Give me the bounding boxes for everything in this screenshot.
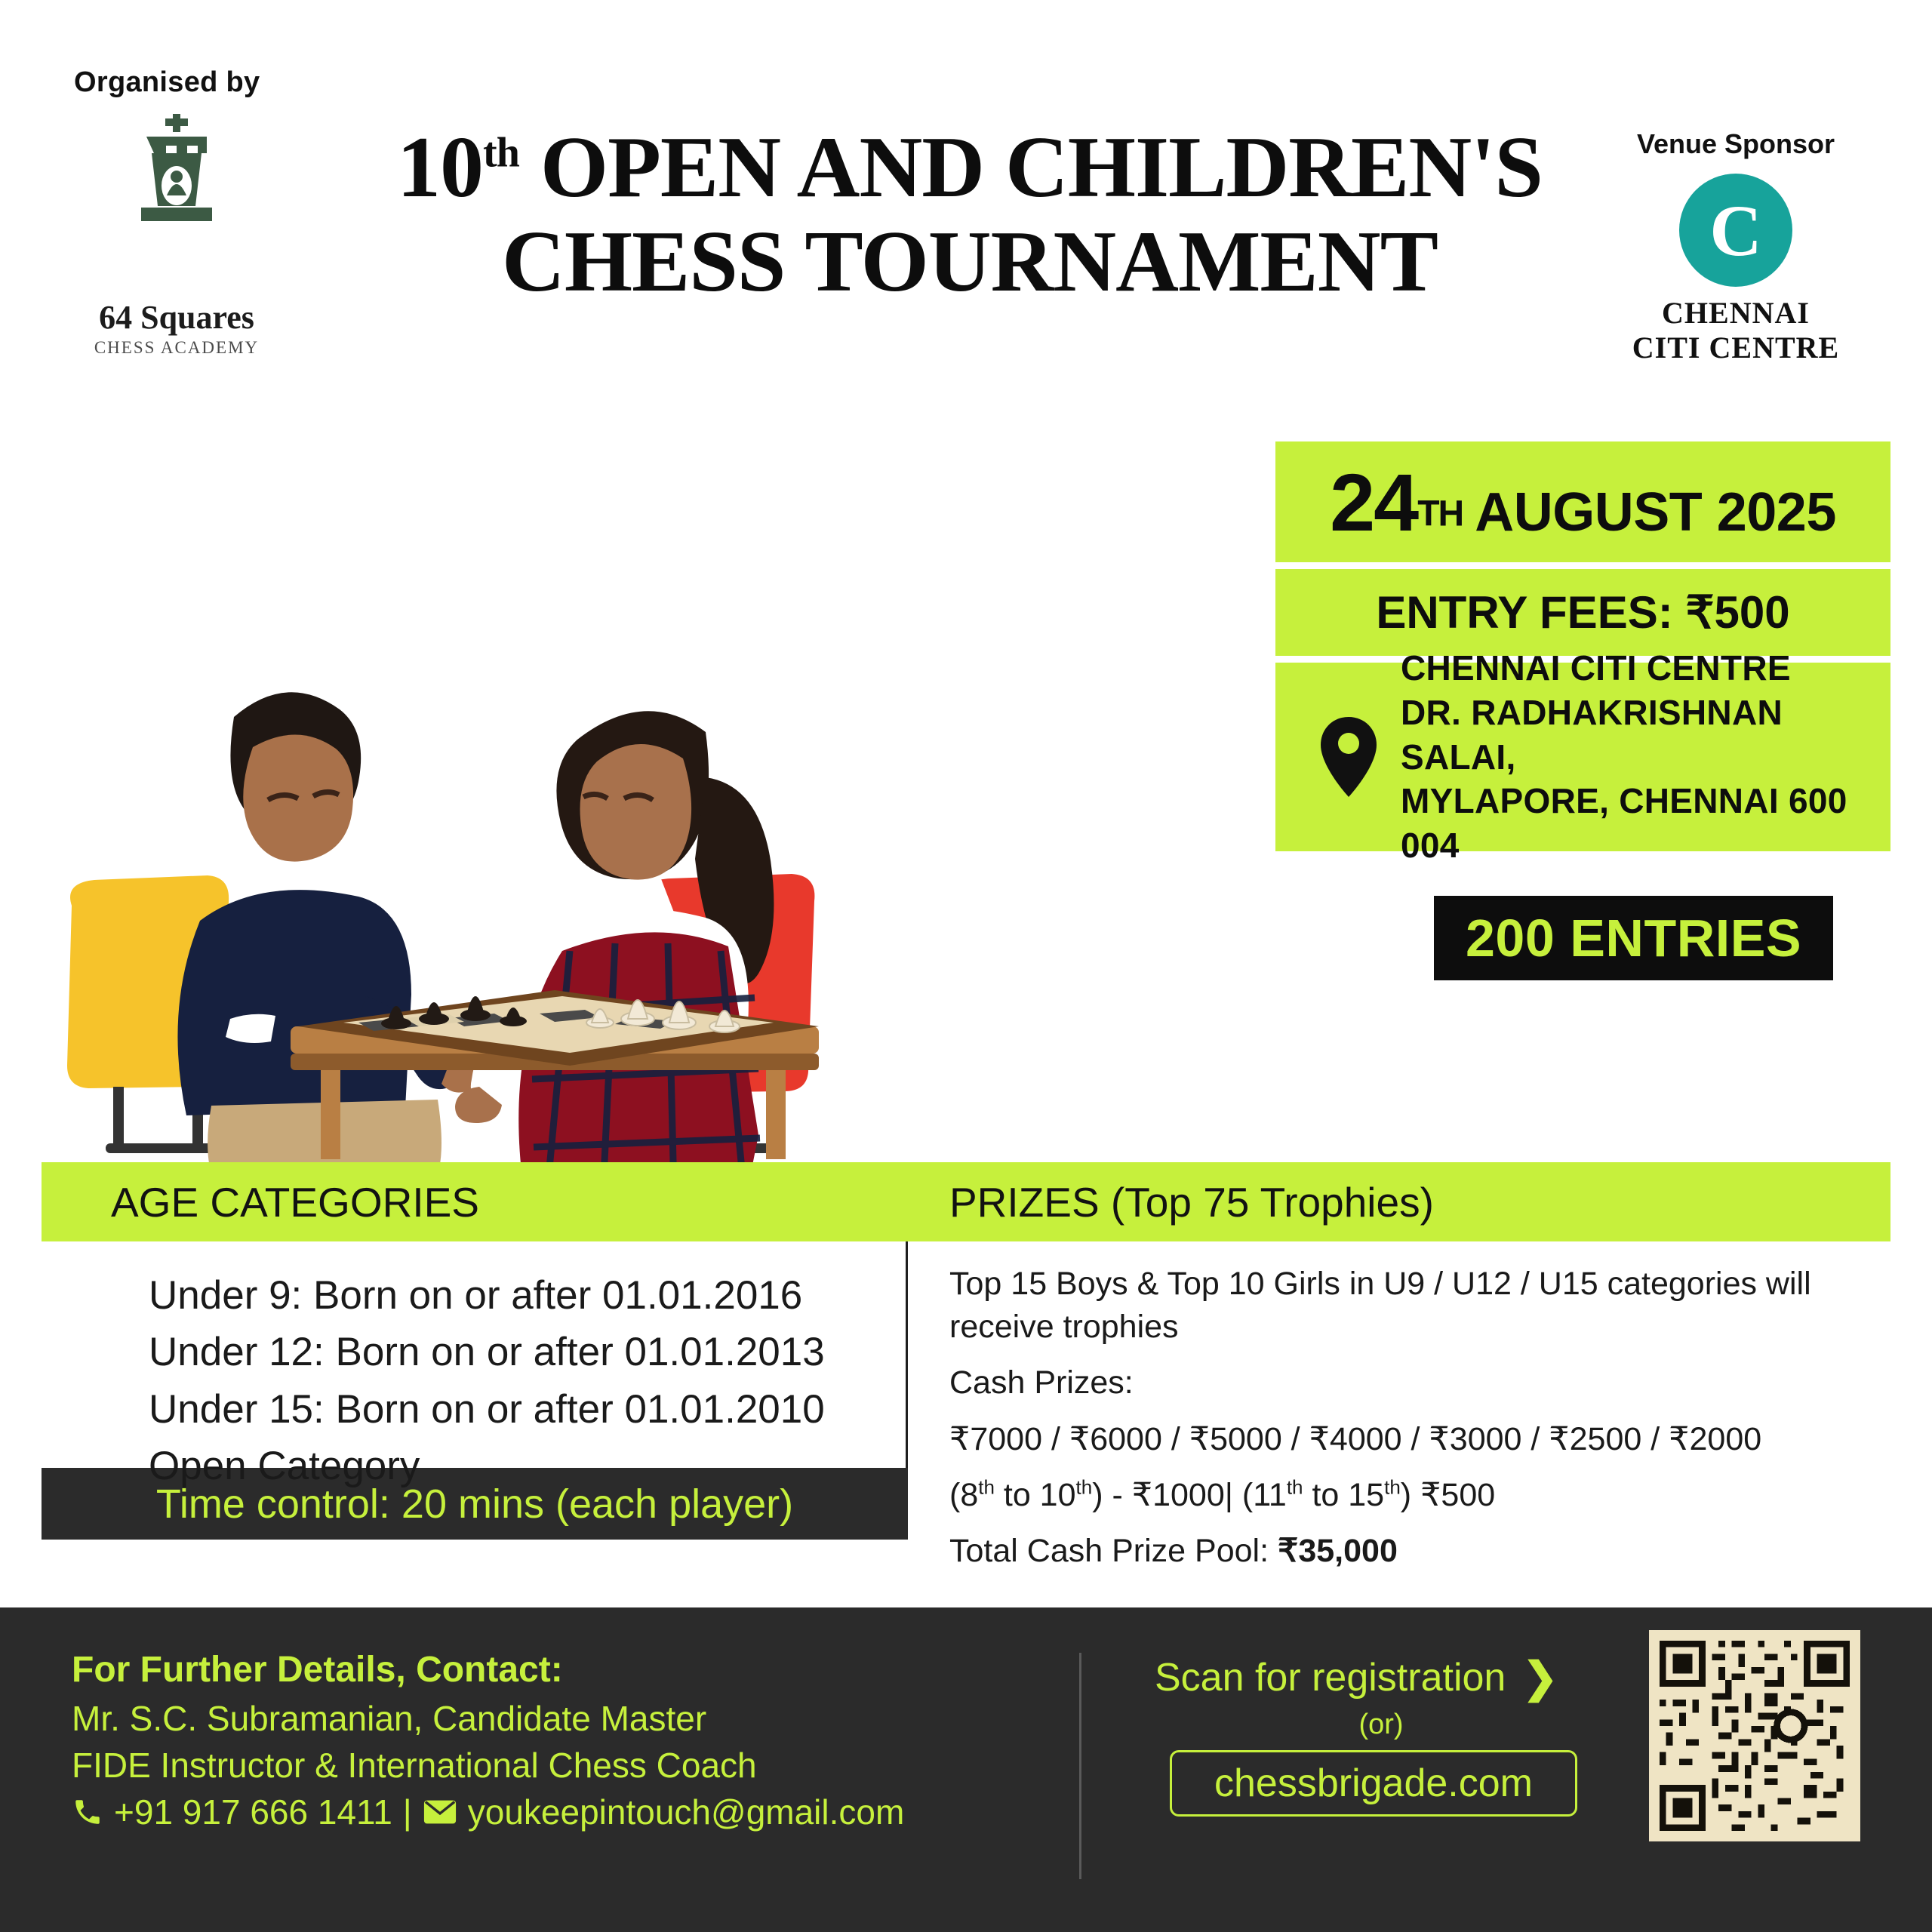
website-button[interactable]: chessbrigade.com [1170, 1750, 1577, 1817]
qr-code-icon [1660, 1641, 1850, 1831]
phone-icon [72, 1796, 103, 1828]
prize-pool-line [949, 1530, 1849, 1573]
table-body-row [42, 1241, 1890, 1569]
title-ordinal-suffix: th [483, 129, 519, 177]
contact-role: FIDE Instructor & International Chess Coach [72, 1746, 757, 1785]
photo-illustration [42, 423, 1257, 1162]
contact-details [72, 1792, 1053, 1832]
poster-header [0, 0, 1932, 392]
cash-l2-e: ) ₹500 [1400, 1476, 1496, 1513]
entry-fees-text: ENTRY FEES: ₹500 [1376, 586, 1790, 638]
venue-line-1: CHENNAI CITI CENTRE [1401, 648, 1791, 688]
sponsor-logo-icon [1679, 174, 1792, 287]
rook-icon [120, 114, 233, 257]
title-line1-rest: OPEN AND CHILDREN'S [518, 119, 1543, 216]
age-category-line: Open Category [149, 1443, 420, 1488]
entry-fees-panel [1275, 569, 1890, 656]
cash-prizes-line-2 [949, 1474, 1849, 1517]
event-date-monthyear: AUGUST 2025 [1475, 481, 1836, 543]
poster-footer [0, 1607, 1932, 1932]
venue-line-2: DR. RADHAKRISHNAN SALAI, [1401, 692, 1783, 777]
organiser-block [66, 66, 293, 357]
academy-name [86, 298, 267, 358]
contact-block [72, 1649, 1053, 1832]
event-date-panel [1275, 441, 1890, 562]
time-control-bar: Time control: 20 mins (each player) [42, 1468, 908, 1540]
venue-address [1401, 646, 1868, 868]
email-address[interactable]: youkeepintouch@gmail.com [467, 1792, 905, 1832]
event-info-column [1275, 441, 1890, 980]
sponsor-name-line2: CITI CENTRE [1632, 331, 1840, 365]
cash-l2-sup3: th [1286, 1475, 1303, 1499]
contact-separator: | [402, 1792, 412, 1832]
prizes-header: PRIZES (Top 75 Trophies) [908, 1162, 1890, 1241]
registration-qr-code[interactable] [1649, 1630, 1860, 1841]
or-text: (or) [1358, 1709, 1404, 1740]
cash-prizes-line-1: ₹7000 / ₹6000 / ₹5000 / ₹4000 / ₹3000 / ₹2500 / ₹2000 [949, 1420, 1762, 1457]
event-date [1330, 455, 1836, 549]
prizes-body [908, 1241, 1890, 1569]
sponsor-name-line1: CHENNAI [1662, 296, 1810, 330]
cash-l2-a: (8 [949, 1476, 979, 1513]
phone-number[interactable]: +91 917 666 1411 [114, 1792, 392, 1832]
organised-by-label: Organised by [74, 66, 260, 98]
poster-title [287, 121, 1653, 310]
age-category-line: Under 9: Born on or after 01.01.2016 [149, 1273, 803, 1318]
children-playing-chess-photo [42, 423, 1257, 1162]
title-number: 10 [397, 119, 484, 216]
chevron-right-icon: ❯ [1522, 1654, 1558, 1701]
prize-pool-label: Total Cash Prize Pool: [949, 1532, 1278, 1569]
cash-l2-b: to 10 [994, 1476, 1076, 1513]
academy-name-line2: CHESS ACADEMY [94, 338, 260, 357]
email-icon [423, 1798, 457, 1826]
event-date-ordinal: TH [1417, 494, 1463, 534]
contact-header: For Further Details, Contact: [72, 1650, 563, 1690]
cash-l2-d: to 15 [1303, 1476, 1385, 1513]
footer-divider [1079, 1653, 1081, 1879]
cash-l2-sup2: th [1075, 1475, 1093, 1499]
title-line-2: CHESS TOURNAMENT [502, 214, 1438, 311]
location-pin-icon [1319, 715, 1378, 798]
sponsor-logo-letter: C [1709, 189, 1762, 271]
age-categories-body [42, 1241, 908, 1488]
age-category-line: Under 15: Born on or after 01.01.2010 [149, 1386, 825, 1432]
venue-sponsor-label: Venue Sponsor [1636, 128, 1835, 159]
cash-l2-sup1: th [978, 1475, 995, 1499]
venue-sponsor-block [1585, 128, 1887, 365]
age-categories-header: AGE CATEGORIES [42, 1162, 908, 1241]
title-line-1 [287, 121, 1653, 215]
contact-name: Mr. S.C. Subramanian, Candidate Master [72, 1699, 707, 1738]
table-headers-row [42, 1162, 1890, 1241]
event-date-day: 24 [1330, 456, 1418, 548]
entries-badge: 200 ENTRIES [1434, 896, 1833, 980]
scan-text: Scan for registration [1155, 1656, 1506, 1700]
academy-name-line1: 64 Squares [99, 299, 254, 336]
academy-logo [86, 109, 267, 357]
cash-l2-c: ) - ₹1000| (11 [1092, 1476, 1287, 1513]
prize-pool-value: ₹35,000 [1277, 1532, 1398, 1569]
venue-line-3: MYLAPORE, CHENNAI 600 004 [1401, 781, 1847, 866]
sponsor-name [1585, 296, 1887, 365]
cash-prizes-label: Cash Prizes: [949, 1364, 1134, 1401]
age-category-line: Under 12: Born on or after 01.01.2013 [149, 1330, 825, 1375]
cash-l2-sup4: th [1384, 1475, 1401, 1499]
venue-panel [1275, 648, 1890, 866]
details-tables [42, 1162, 1890, 1569]
trophies-line: Top 15 Boys & Top 10 Girls in U9 / U12 / U15 categories will receive trophies [949, 1266, 1811, 1346]
